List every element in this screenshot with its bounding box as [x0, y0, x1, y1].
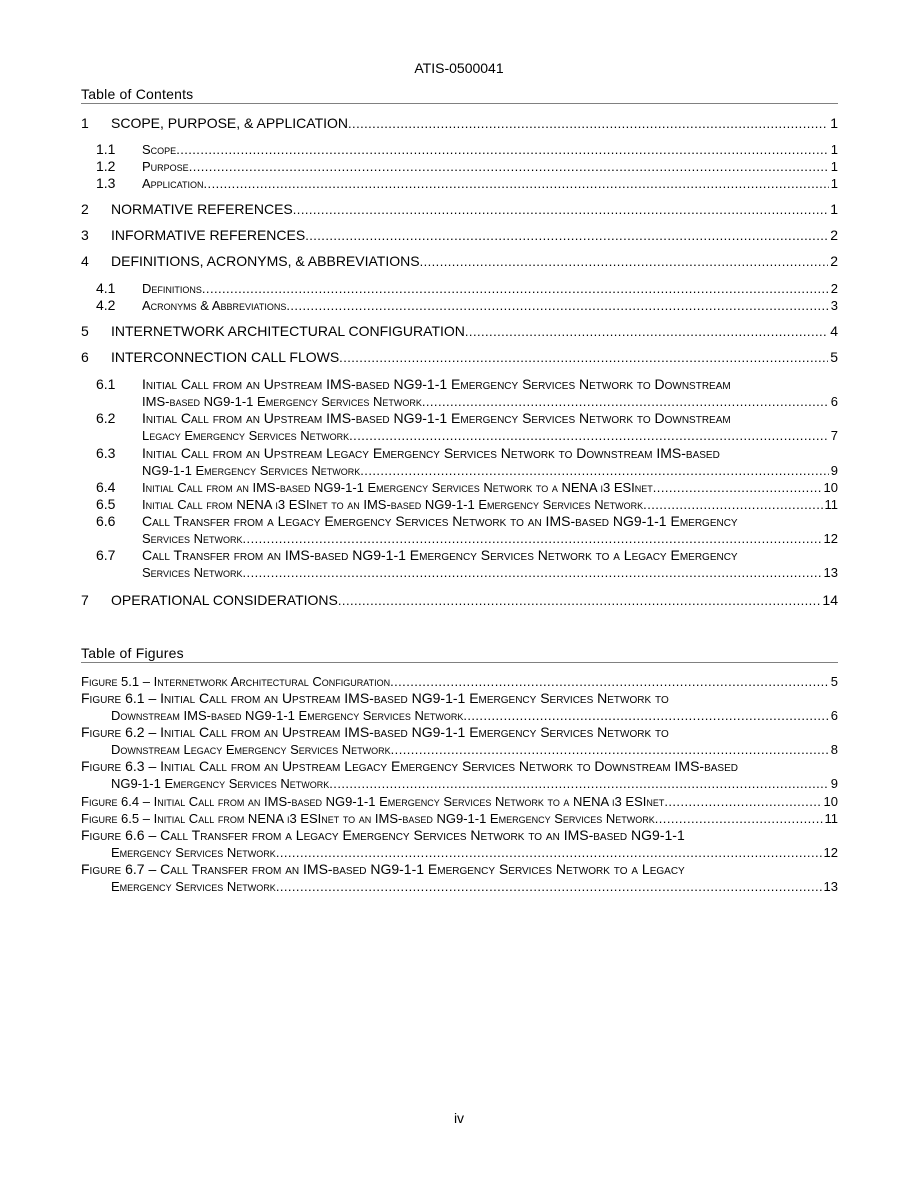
dot-leader	[655, 810, 823, 827]
figure-page-number: 6	[830, 708, 838, 723]
toc-page-number: 14	[822, 592, 838, 608]
dot-leader	[360, 462, 829, 479]
toc-entry-number: 6.1	[96, 376, 116, 392]
figure-page-number: 12	[823, 845, 838, 860]
toc-entry-number: 4.2	[96, 297, 116, 313]
toc-entry-title: INFORMATIVE REFERENCES	[111, 227, 306, 243]
figure-page-number: 9	[830, 776, 838, 791]
toc-entry-title: Initial Call from an Upstream IMS-based NG9-1-1 Emergency Services Network to Downstream	[142, 410, 731, 426]
toc-entry-number: 6.2	[96, 410, 116, 426]
toc-heading: Table of Contents	[81, 86, 838, 104]
dot-leader	[338, 592, 821, 609]
toc-entry-title: DEFINITIONS, ACRONYMS, & ABBREVIATIONS	[111, 253, 420, 269]
toc-page-number: 1	[830, 176, 838, 191]
toc-entry-title: Services Network	[142, 531, 243, 546]
dot-leader	[305, 227, 828, 244]
dot-leader	[664, 793, 821, 810]
dot-leader	[653, 479, 822, 496]
toc-entry-title: Initial Call from an Upstream IMS-based NG9-1-1 Emergency Services Network to Downstream	[142, 376, 731, 392]
figure-entry-title: Figure 6.2 – Initial Call from an Upstream IMS-based NG9-1-1 Emergency Services Network to	[81, 724, 669, 740]
toc-entry-title: NG9-1-1 Emergency Services Network	[142, 463, 361, 478]
toc-entry-title: Acronyms & Abbreviations	[142, 298, 287, 313]
page-number-footer: iv	[453, 1110, 465, 1126]
dot-leader	[286, 297, 828, 314]
dot-leader	[390, 673, 829, 690]
dot-leader	[420, 253, 829, 270]
toc-entry-title: Definitions	[142, 281, 202, 296]
toc-entry-number: 1.1	[96, 141, 116, 157]
dot-leader	[348, 115, 828, 132]
toc-page-number: 10	[823, 480, 838, 495]
dot-leader	[349, 427, 829, 444]
toc-page-number: 9	[830, 463, 838, 478]
dot-leader	[465, 323, 828, 340]
toc-page-number: 6	[830, 394, 838, 409]
figure-entry-title: Figure 6.3 – Initial Call from an Upstream Legacy Emergency Services Network to Downstream IMS-based	[81, 758, 738, 774]
toc-entry-title: IMS-based NG9-1-1 Emergency Services Network	[142, 394, 422, 409]
dot-leader	[329, 775, 829, 792]
figure-page-number: 5	[830, 674, 838, 689]
toc-entry-title: Call Transfer from a Legacy Emergency Services Network to an IMS-based NG9-1-1 Emergency	[142, 513, 738, 529]
toc-page-number: 13	[823, 565, 838, 580]
dot-leader	[202, 280, 829, 297]
toc-page-number: 1	[830, 201, 838, 217]
dot-leader	[189, 158, 829, 175]
dot-leader	[243, 530, 822, 547]
figure-entry-title: Figure 6.1 – Initial Call from an Upstream IMS-based NG9-1-1 Emergency Services Network to	[81, 690, 669, 706]
toc-page-number: 5	[830, 349, 838, 365]
toc-entry-number: 6.3	[96, 445, 116, 461]
toc-entry-number: 6	[81, 349, 89, 365]
toc-entry-number: 5	[81, 323, 89, 339]
dot-leader	[293, 201, 828, 218]
toc-entry-title: Scope	[142, 142, 177, 157]
toc-entry-title: INTERNETWORK ARCHITECTURAL CONFIGURATION	[111, 323, 465, 339]
figure-page-number: 8	[830, 742, 838, 757]
figure-entry-title: Figure 5.1 – Internetwork Architectural Configuration	[81, 674, 391, 689]
toc-entry-title: Initial Call from an IMS-based NG9-1-1 Emergency Services Network to a NENA i3 ESInet	[142, 480, 653, 495]
dot-leader	[463, 707, 828, 724]
toc-entry-number: 1	[81, 115, 89, 131]
toc-entry-number: 6.7	[96, 547, 116, 563]
toc-entry-title: OPERATIONAL CONSIDERATIONS	[111, 592, 338, 608]
toc-entry-title: Services Network	[142, 565, 243, 580]
toc-page-number: 4	[830, 323, 838, 339]
figure-entry-title: Emergency Services Network	[111, 879, 276, 894]
toc-entry-number: 4.1	[96, 280, 116, 296]
toc-entry-title: NORMATIVE REFERENCES	[111, 201, 293, 217]
toc-entry-number: 2	[81, 201, 89, 217]
dot-leader	[643, 496, 822, 513]
dot-leader	[204, 175, 829, 192]
figure-page-number: 13	[823, 879, 838, 894]
toc-entry-number: 1.3	[96, 175, 116, 191]
figure-entry-title: Figure 6.4 – Initial Call from an IMS-based NG9-1-1 Emergency Services Network to a NENA i3 ESInet	[81, 794, 665, 809]
figure-entry-title: Downstream Legacy Emergency Services Network	[111, 742, 391, 757]
toc-entry-number: 3	[81, 227, 89, 243]
figure-entry-title: Downstream IMS-based NG9-1-1 Emergency Services Network	[111, 708, 464, 723]
toc-page-number: 2	[830, 253, 838, 269]
toc-entry-title: Legacy Emergency Services Network	[142, 428, 350, 443]
figure-entry-title: Figure 6.6 – Call Transfer from a Legacy Emergency Services Network to an IMS-based NG9-1-1	[81, 827, 685, 843]
toc-page-number: 11	[824, 497, 838, 512]
dot-leader	[243, 564, 822, 581]
figure-page-number: 11	[824, 811, 838, 826]
tof-heading: Table of Figures	[81, 645, 838, 663]
dot-leader	[339, 349, 828, 366]
figure-entry-title: Figure 6.7 – Call Transfer from an IMS-based NG9-1-1 Emergency Services Network to a Legacy	[81, 861, 685, 877]
toc-entry-number: 1.2	[96, 158, 116, 174]
toc-entry-number: 6.6	[96, 513, 116, 529]
toc-entry-number: 6.5	[96, 496, 116, 512]
dot-leader	[276, 878, 822, 895]
toc-page-number: 1	[830, 159, 838, 174]
toc-entry-title: Initial Call from NENA i3 ESInet to an IMS-based NG9-1-1 Emergency Services Network	[142, 497, 644, 512]
dot-leader	[276, 844, 822, 861]
toc-page-number: 2	[830, 281, 838, 296]
toc-page-number: 12	[823, 531, 838, 546]
figure-entry-title: Figure 6.5 – Initial Call from NENA i3 ESInet to an IMS-based NG9-1-1 Emergency Services Network	[81, 811, 655, 826]
toc-entry-number: 6.4	[96, 479, 116, 495]
figure-page-number: 10	[823, 794, 838, 809]
dot-leader	[422, 393, 829, 410]
figure-entry-title: Emergency Services Network	[111, 845, 276, 860]
dot-leader	[176, 141, 829, 158]
toc-page-number: 3	[830, 298, 838, 313]
dot-leader	[391, 741, 829, 758]
toc-entry-title: Purpose	[142, 159, 189, 174]
document-id-header: ATIS-0500041	[414, 60, 504, 76]
toc-page-number: 7	[830, 428, 838, 443]
toc-entry-title: SCOPE, PURPOSE, & APPLICATION	[111, 115, 349, 131]
toc-entry-number: 4	[81, 253, 89, 269]
toc-entry-title: INTERCONNECTION CALL FLOWS	[111, 349, 340, 365]
figure-entry-title: NG9-1-1 Emergency Services Network	[111, 776, 330, 791]
toc-page-number: 2	[830, 227, 838, 243]
toc-entry-number: 7	[81, 592, 89, 608]
toc-entry-title: Initial Call from an Upstream Legacy Emergency Services Network to Downstream IMS-based	[142, 445, 720, 461]
toc-page-number: 1	[830, 115, 838, 131]
toc-entry-title: Call Transfer from an IMS-based NG9-1-1 Emergency Services Network to a Legacy Emergency	[142, 547, 738, 563]
toc-entry-title: Application	[142, 176, 204, 191]
toc-page-number: 1	[830, 142, 838, 157]
